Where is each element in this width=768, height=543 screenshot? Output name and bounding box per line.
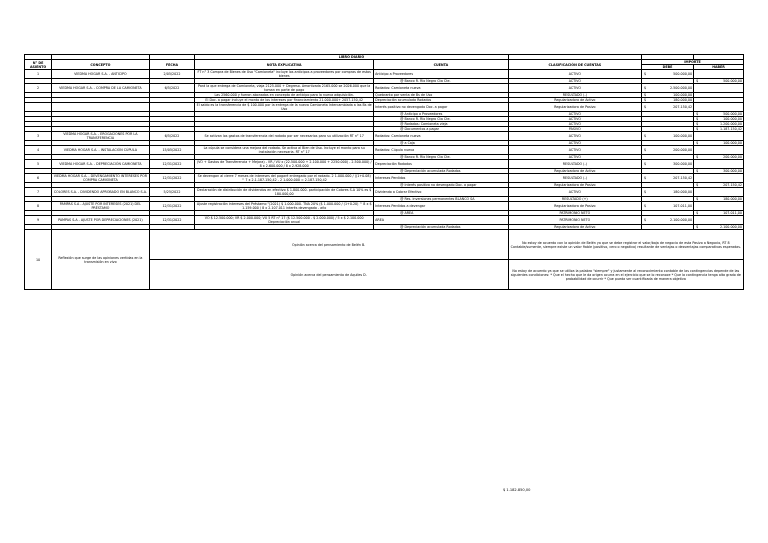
fecha-cell: 5/25/2022	[149, 188, 195, 197]
clasificacion-cell: ACTIVO	[508, 117, 641, 122]
libro-diario-table	[24, 54, 744, 290]
nota-cell: El saldo es la transferencia de $ 100.000 por la entrega de la nueva Camioneta Intercambiada a las Bs de Uso	[196, 103, 372, 111]
clasificacion-cell: ACTIVO	[508, 141, 641, 146]
clasificacion-cell: RESULTADO (-)	[508, 174, 641, 183]
row10-number: 10	[25, 230, 52, 290]
haber-amount: 500.000,00	[723, 112, 742, 116]
nota-cell: Se devengan al cierre 7 meses de intereses del pagaré entregado por el rodado. 2 1.000.000 / ((1+0.08) ^ 7 x 2.1.187.150,42 - 2 1.000.000 = 2.187.150,42	[195, 174, 374, 183]
haber-amount: 100.000,00	[723, 117, 742, 121]
clasificacion-cell: PASIVO	[508, 127, 641, 132]
currency-symbol: $	[696, 122, 699, 126]
nota-cell: El Doc. a pagar incluye el monto de los intereses por financiamiento 21.000.000+ 2057.150,42	[195, 98, 374, 103]
clasificacion-cell: ACTIVO	[508, 155, 641, 160]
clasificacion-cell: RESULTADO (+)	[508, 197, 641, 202]
debe-amount: 100.000,00	[673, 93, 693, 97]
clasificacion-cell: RESULTADO (-)	[508, 93, 641, 98]
journal-row	[25, 84, 744, 93]
nota-cell: Las 2560.000 y fueron abonados en concepto de anticipo para la nueva adquisición.	[195, 93, 374, 98]
journal-row	[25, 188, 744, 197]
currency-symbol: $	[644, 218, 647, 222]
clasificacion-cell: PATRIMONIO NETO	[508, 211, 641, 216]
journal-row	[25, 103, 744, 112]
asiento-number: 8	[25, 202, 52, 211]
cuenta-cell: Anticipo a Proveedores	[374, 70, 508, 79]
currency-symbol: $	[644, 176, 647, 180]
cuenta-cell: @ Banco R. Río Negro Cta Cte.	[374, 117, 508, 122]
currency-symbol: $	[644, 162, 647, 166]
header-haber: HABER	[694, 65, 744, 70]
cuenta-cell: Rodados: Camioneta nueva	[374, 84, 508, 93]
cuenta-cell: Intereses Perdidos	[374, 174, 508, 183]
nota-cell: FT n° 3 Compra de Bienes de Uso "Camioneta" incluye los anticipos a proveedores por compras de estos bienes	[195, 70, 374, 79]
nota-cell: (VO + Gastos de Transferencia + Mejora) - VR / VU x (22.500.000 + 2.100.000 + 2250.000) - 2.500.000) / 8 x 2.600.000 / 8 x 2.928.000	[195, 160, 374, 169]
cuenta-cell: Depreciación acumulada Rodados	[374, 98, 508, 103]
journal-row	[25, 146, 744, 155]
fecha-cell: 12/31/2022	[149, 160, 195, 169]
currency-symbol: $	[696, 155, 699, 159]
cuenta-cell: @ Banco R. Río Negro Cta Cte.	[374, 155, 508, 160]
fecha-cell	[149, 103, 195, 112]
debe-amount: 100.000,00	[673, 134, 693, 138]
debe-cell	[642, 70, 694, 79]
clasificacion-cell: Regularizadora de Activo	[508, 98, 641, 103]
clasificacion-cell: ACTIVO	[508, 112, 641, 117]
cuenta-cell: Dividendo a Cobrar Efectivo	[374, 188, 508, 197]
clasificacion-cell: Regularizadora de Activo	[508, 169, 641, 174]
fecha-cell: 12/31/2022	[149, 174, 195, 183]
fecha-cell: 6/5/2022	[149, 84, 195, 93]
haber-amount: 200.000,00	[723, 155, 742, 159]
cuenta-cell: @ AREA	[374, 211, 508, 216]
fecha-cell: 12/31/2022	[149, 216, 195, 225]
currency-symbol: $	[644, 93, 647, 97]
nota-cell: Pará la que entrega de Camioneta, viaja 2125.000 + Degreso. Amortizada 2165.000 se 2026.000 que la toman en parte de pago	[195, 84, 374, 93]
journal-row	[25, 202, 744, 211]
currency-symbol: $	[644, 148, 647, 152]
debe-amount: 207.150,42	[673, 176, 693, 180]
nota-cell: La cúpula se considera una mejora del rodado. Se activa al Bien de Uso. Incluye el monto para su instalación necesaria. RT n° 17	[195, 146, 374, 155]
clasificacion-cell: ACTIVO	[508, 146, 641, 155]
haber-amount: 100.000,00	[723, 141, 742, 145]
concepto-cell: PAMPAS S.A - AJUSTE POR DEPRECIACIONES (2021)	[52, 216, 150, 225]
haber-amount: 107.011,00	[723, 211, 742, 215]
asiento-number: 1	[25, 70, 52, 79]
haber-amount: 1.187.150,42	[719, 127, 742, 131]
currency-symbol: $	[696, 127, 699, 131]
clasificacion-cell: PATRIMONIO NETO	[508, 216, 641, 225]
currency-symbol: $	[644, 190, 647, 194]
currency-symbol: $	[644, 204, 647, 208]
journal-row	[25, 216, 744, 225]
cuenta-cell: Rodados: Cúpula nueva	[374, 146, 508, 155]
cuenta-cell: Rodados: Camioneta nueva	[374, 132, 508, 141]
currency-symbol: $	[644, 86, 647, 90]
cuenta-cell: @ a Caja	[374, 141, 508, 146]
haber-cell	[694, 202, 744, 211]
haber-amount: 1.200.000,00	[719, 122, 742, 126]
debe-amount: 500.000,00	[673, 72, 693, 76]
journal-row	[25, 132, 744, 141]
asiento-number: 9	[25, 216, 52, 225]
debe-amount: 2.100.000,00	[670, 218, 693, 222]
currency-symbol: $	[696, 183, 699, 187]
currency-symbol: $	[644, 98, 647, 102]
clasificacion-cell: RESULTADO (-)	[508, 160, 641, 169]
haber-cell	[694, 216, 744, 225]
currency-symbol: $	[696, 117, 699, 121]
debe-cell	[642, 146, 694, 155]
cuenta-cell: @ Documentos a pagar	[374, 127, 508, 132]
opinion-belen-text: No estoy de acuerdo con la opinión de Belén ya que se debe registrar el valor/baja de negocio de esta Pasivo a Negocio, RT 8 Contable/sumente, siempre existe un valor fiable (positivo, cero o negativo) resultante de ventajas o desventajas comparativas esperadas.	[508, 230, 743, 260]
fecha-cell: 12/31/2022	[149, 202, 195, 211]
haber-amount: 2.100.000,00	[719, 225, 742, 229]
cuenta-cell: @ Res. inversiones permanentes BLANCO SA	[374, 197, 508, 202]
clasificacion-cell: ACTIVO	[508, 132, 641, 141]
debe-amount: 200.000,00	[673, 148, 693, 152]
header-nota: NOTA EXPLICATIVA	[195, 60, 374, 70]
bottom-total: $ 1.182.850,00	[503, 488, 531, 492]
asiento-number: 6	[25, 174, 52, 183]
journal-title: LIBRO DIARIO	[195, 55, 508, 60]
debe-cell	[642, 103, 694, 112]
haber-amount: 300.000,00	[723, 169, 742, 173]
nota-cell: Se activan los gastos de transferencia del rodado por ser necesarios para su utilización RT n° 17	[195, 132, 374, 141]
currency-symbol: $	[696, 225, 699, 229]
concepto-cell: COLORES S.A. - DIVIDENDO APROBADO EN BLANCO S.A.	[52, 188, 150, 197]
debe-cell	[642, 132, 694, 141]
debe-cell	[642, 84, 694, 93]
reflection-section	[25, 230, 744, 290]
debe-amount: 107.011,00	[673, 204, 693, 208]
haber-amount: 500.000,00	[723, 79, 742, 83]
debe-cell	[642, 202, 694, 211]
journal-row	[25, 160, 744, 169]
debe-cell	[642, 160, 694, 169]
cuenta-cell: Depreciación Rodados	[374, 160, 508, 169]
clasificacion-cell: ACTIVO	[508, 188, 641, 197]
haber-cell	[694, 84, 744, 93]
fecha-cell: 2/05/2022	[149, 70, 195, 79]
debe-amount: 300.000,00	[673, 162, 693, 166]
clasificacion-cell: Regularizadora de Pasivo	[508, 183, 641, 188]
nota-cell: VO $ 12.500.000; VR $ 2.000.000; VU 5 RT n° 17 ($ 12.500.000 - $ 2.000.000) / 5 x $ 2.100.000 Depreciación anual	[195, 216, 374, 225]
cuenta-cell: Interés positivo no devengado Doc. a pagar	[374, 103, 508, 112]
opinion-aquiles-text: No estoy de acuerdo ya que se utiliza la palabra "siempre" y justamente al reconocimiento contable de las contingencias depende de las siguientes condiciones: * Que el hecho que le da origen ocurra en el ejercicio que se lo reconoce * Que la contingencia tenga alta grado de probabilidad de ocurrir * Que pueda ser cuantificada de manera objetiva	[508, 260, 743, 290]
haber-cell	[694, 146, 744, 155]
asiento-number	[25, 103, 52, 112]
debe-cell	[642, 174, 694, 183]
header-debe: DEBE	[642, 65, 694, 70]
clasificacion-cell: ACTIVO	[508, 79, 641, 84]
asiento-number: 3	[25, 132, 52, 141]
currency-symbol: $	[696, 79, 699, 83]
fecha-cell: 6/5/2022	[149, 132, 195, 141]
nota-cell: Declaración de distribución de dividendos en efectivo $ 1.800.000. participación de Colores S.A 10% es $ 180.000,00	[195, 188, 374, 197]
haber-cell	[694, 103, 744, 112]
cuenta-cell: @ Interés positivo no devengado Doc. a pagar	[374, 183, 508, 188]
asiento-number: 7	[25, 188, 52, 197]
currency-symbol: $	[644, 105, 647, 109]
cuenta-cell: @ Rodados: Camioneta vieja	[374, 122, 508, 127]
concepto-cell	[52, 103, 150, 112]
debe-amount: 180.000,00	[673, 98, 693, 102]
journal-body	[25, 70, 744, 230]
header-concepto: CONCEPTO	[52, 60, 150, 70]
debe-amount: 180.000,00	[673, 190, 693, 194]
row10-concepto: Reflexión que surge de las opiniones vertidas en la transmisión en vivo	[52, 230, 150, 290]
haber-cell	[694, 174, 744, 183]
cuenta-cell: @ Banco R. Río Negro Cta Cte.	[374, 79, 508, 84]
journal-row	[25, 70, 744, 79]
cuenta-cell: Quebranto por venta de Bs de Uso	[374, 93, 508, 98]
concepto-cell: VIEDMA HOGAR S.A. - ANTICIPO	[52, 70, 150, 79]
header-fecha: FECHA	[149, 60, 195, 70]
haber-amount: 180.000,00	[723, 197, 742, 201]
debe-cell	[642, 216, 694, 225]
haber-cell	[694, 160, 744, 169]
currency-symbol: $	[696, 141, 699, 145]
currency-symbol: $	[644, 72, 647, 76]
currency-symbol: $	[696, 169, 699, 173]
cuenta-cell: AREA	[374, 216, 508, 225]
currency-symbol: $	[696, 112, 699, 116]
haber-amount: 207.150,42	[723, 183, 742, 187]
haber-cell	[694, 70, 744, 79]
cuenta-cell: Intereses Perdidos a devengar	[374, 202, 508, 211]
asiento-number: 4	[25, 146, 52, 155]
haber-cell	[694, 132, 744, 141]
concepto-cell: VIEDMA HOGAR S.A. - COMPRA DE LA CAMIONETA	[52, 84, 150, 93]
clasificacion-cell: ACTIVO	[508, 70, 641, 79]
cuenta-cell: @ Depreciación acumulada Rodados	[374, 169, 508, 174]
haber-cell	[694, 188, 744, 197]
clasificacion-cell: Regularizadora de Activo	[508, 225, 641, 230]
clasificacion-cell: Regularizadora de Pasivo	[508, 202, 641, 211]
currency-symbol: $	[696, 211, 699, 215]
opinion-aquiles-label: Opinión acerca del pensamiento de Aquiles D.	[149, 260, 508, 290]
concepto-cell: VIEDMA HOGAR S.A. - INSTALACIÓN CÚPULA	[52, 146, 150, 155]
debe-amount: 207.150,42	[673, 105, 693, 109]
opinion-belen-label: Opinión acerca del pensamiento de Belén B.	[149, 230, 508, 260]
header-cuenta: CUENTA	[374, 60, 508, 70]
asiento-number: 5	[25, 160, 52, 169]
nota-cell: Ajuste registración intereses del Préstamo "(2021) $ 1.000.000. TNA 20% ($ 1.000.000 / (1+0.20) ^ 8 x $ 1.159.000 / 8 x 2.107.011 interés devengado - año	[195, 202, 374, 211]
debe-amount: 2.500.000,00	[670, 86, 693, 90]
debe-cell	[642, 188, 694, 197]
header-asiento: N° DE ASIENTO	[25, 60, 52, 70]
concepto-cell: VIEDMA HOGAR S.A. - DEPRECIACIÓN CAMIONETA	[52, 160, 150, 169]
fecha-cell: 15/05/2022	[149, 146, 195, 155]
currency-symbol: $	[644, 134, 647, 138]
asiento-number: 2	[25, 84, 52, 93]
currency-symbol: $	[696, 197, 699, 201]
clasificacion-cell: ACTIVO	[508, 122, 641, 127]
journal-row	[25, 174, 744, 183]
header-clasificacion: CLASIFICACIÓN DE CUENTAS	[508, 60, 641, 70]
concepto-cell: VIEDMA HOGAR S.A. - EROGACIONES POR LA TRANSFERENCIA	[52, 132, 150, 141]
concepto-cell: PAMPAS S.A - AJUSTE POR INTERESES (2021) DEL PRÉSTAMO	[52, 202, 150, 211]
clasificacion-cell: Regularizadora de Pasivo	[508, 103, 641, 112]
header-importe: IMPORTE	[642, 60, 744, 65]
clasificacion-cell: ACTIVO	[508, 84, 641, 93]
cuenta-cell: @ Anticipo a Proveedores	[374, 112, 508, 117]
concepto-cell: VIEDMA HOGAR S.A. - DEVENGAMIENTO INTERESES POR COMPRA CAMIONETA	[52, 174, 150, 183]
cuenta-cell: @ Depreciación acumulada Rodados	[374, 225, 508, 230]
